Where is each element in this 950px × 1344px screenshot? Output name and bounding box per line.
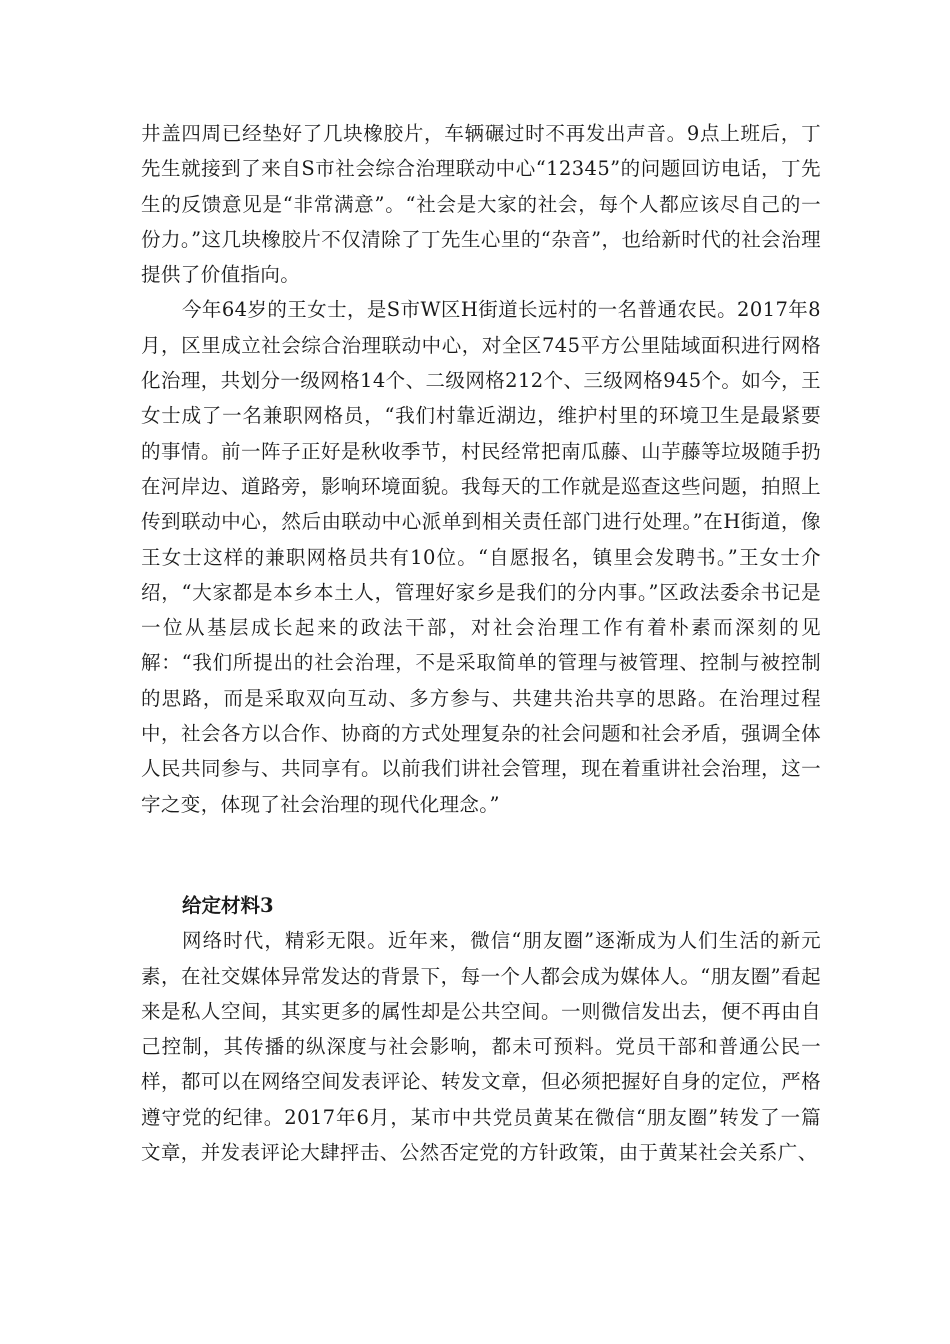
paragraph-1: 井盖四周已经垫好了几块橡胶片，车辆碾过时不再发出声音。9点上班后，丁先生就接到了来自S市社会综合治理联动中心“12345”的问题回访电话，丁先生的反馈意见是“非常满意”。“社会是大家的社会，每个人都应该尽自己的一份力。”这几块橡胶片不仅清除了丁先生心里的“杂音”，也给新时代的社会治理提供了价值指向。 [141,122,821,287]
document-body [141,116,821,1170]
paragraph-3: 网络时代，精彩无限。近年来，微信“朋友圈”逐渐成为人们生活的新元素，在社交媒体异常发达的背景下，每一个人都会成为媒体人。“朋友圈”看起来是私人空间，其实更多的属性却是公共空间。一则微信发出去，便不再由自己控制，其传播的纵深度与社会影响，都未可预料。党员干部和普通公民一样，都可以在网络空间发表评论、转发文章，但必须把握好自身的定位，严格遵守党的纪律。2017年6月，某市中共党员黄某在微信“朋友圈”转发了一篇文章，并发表评论大肆抨击、公然否定党的方针政策，由于黄某社会关系广、 [141,929,821,1165]
paragraph-2: 今年64岁的王女士，是S市W区H街道长远村的一名普通农民。2017年8月，区里成立社会综合治理联动中心，对全区745平方公里陆域面积进行网格化治理，共划分一级网格14个、二级网格212个、三级网格945个。如今，王女士成了一名兼职网格员，“我们村靠近湖边，维护村里的环境卫生是最紧要的事情。前一阵子正好是秋收季节，村民经常把南瓜藤、山芋藤等垃圾随手扔在河岸边、道路旁，影响环境面貌。我每天的工作就是巡查这些问题，拍照上传到联动中心，然后由联动中心派单到相关责任部门进行处理。”在H街道，像王女士这样的兼职网格员共有10位。“自愿报名，镇里会发聘书。”王女士介绍，“大家都是本乡本土人，管理好家乡是我们的分内事。”区政法委余书记是一位从基层成长起来的政法干部，对社会治理工作有着朴素而深刻的见解：“我们所提出的社会治理，不是采取简单的管理与被管理、控制与被控制的思路，而是采取双向互动、多方参与、共建共治共享的思路。在治理过程中，社会各方以合作、协商的方式处理复杂的社会问题和社会矛盾，强调全体人民共同参与、共同享有。以前我们讲社会管理，现在着重讲社会治理，这一字之变，体现了社会治理的现代化理念。” [141,298,821,816]
section-spacer [141,822,821,888]
section-heading: 给定材料3 [182,893,274,917]
